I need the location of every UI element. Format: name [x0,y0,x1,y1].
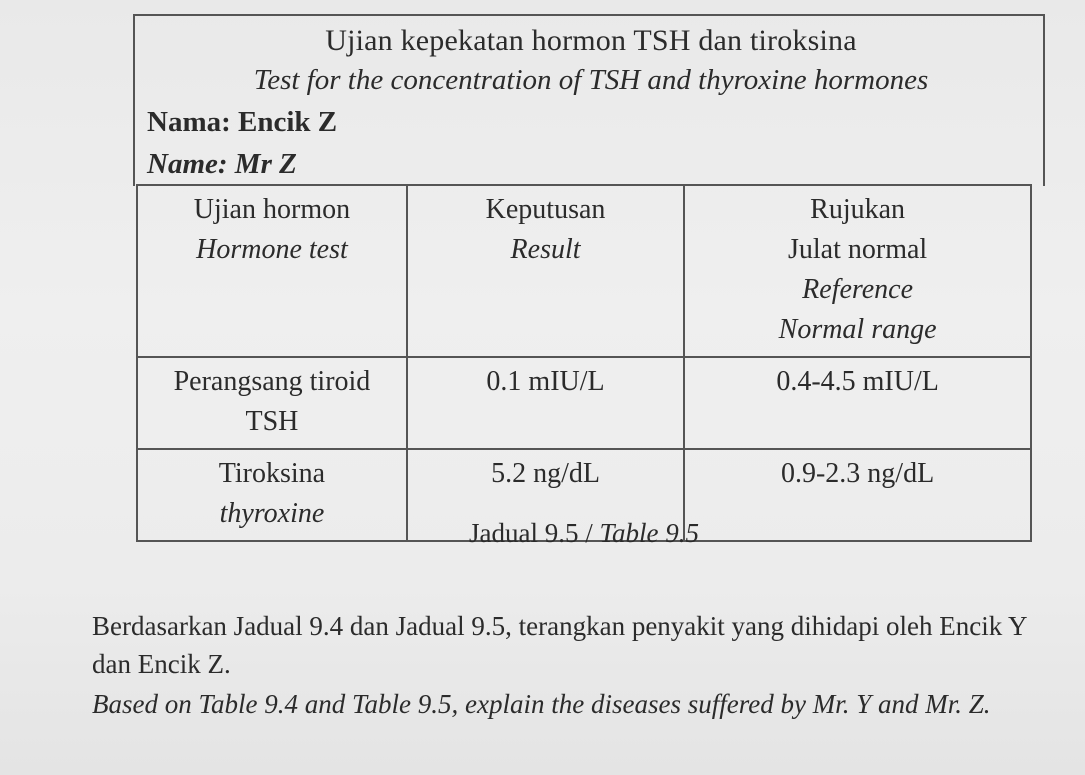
hormone-name-english: TSH [245,406,299,437]
reference-cell: 0.9-2.3 ng/dL [684,449,1031,541]
patient-name-malay: Nama: Encik Z [147,106,338,138]
result-cell: 0.1 mIU/L [407,357,684,449]
hormone-name-malay: Perangsang tiroid [173,366,371,397]
column-header-label-en-2: Normal range [778,314,937,345]
hormone-test-cell [137,357,407,449]
result-cell: 5.2 ng/dL [407,449,684,541]
hormone-name-english: thyroxine [219,498,325,529]
test-title-english: Test for the concentration of TSH and thyroxine hormones [253,64,929,96]
column-header-result [407,185,684,357]
column-header-hormone-test [137,185,407,357]
column-header-label: Ujian hormon [193,194,351,225]
table-row [137,357,1031,449]
table-caption-english: Table 9.5 [599,518,699,548]
question-malay: Berdasarkan Jadual 9.4 dan Jadual 9.5, terangkan penyakit yang dihidapi oleh Encik Y dan Encik Z. [92,611,1027,679]
question-english: Based on Table 9.4 and Table 9.5, explain the diseases suffered by Mr. Y and Mr. Z. [92,689,991,719]
hormone-name-malay: Tiroksina [218,458,326,489]
table-header-row [137,185,1031,357]
column-header-reference [684,185,1031,357]
table-caption-malay: Jadual 9.5 / [468,518,600,548]
column-header-label-en: Result [510,234,581,265]
table-header-box [133,14,1045,186]
test-title-malay: Ujian kepekatan hormon TSH dan tiroksina [325,24,857,57]
table-caption [136,518,1032,549]
column-header-label-en: Hormone test [196,234,348,265]
column-header-label-2: Julat normal [788,234,928,265]
column-header-label: Rujukan [810,194,906,225]
column-header-label-en: Reference [802,274,914,305]
reference-cell: 0.4-4.5 mIU/L [684,357,1031,449]
patient-name-english: Name: Mr Z [147,148,297,180]
hormone-results-table [136,184,1032,542]
column-header-label: Keputusan [485,194,606,225]
